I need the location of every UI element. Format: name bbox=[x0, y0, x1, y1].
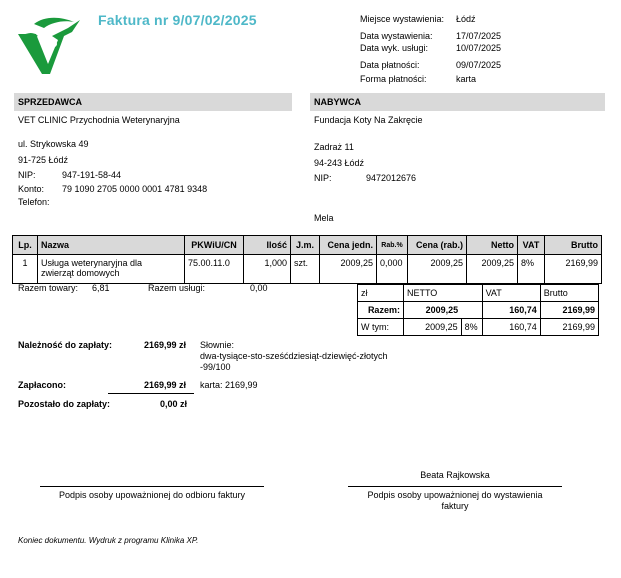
vat-h-net: NETTO bbox=[403, 285, 461, 302]
col-unit: J.m. bbox=[291, 236, 320, 255]
cell-pkwiu: 75.00.11.0 bbox=[185, 255, 244, 284]
cell-qty: 1,000 bbox=[244, 255, 291, 284]
cell-name bbox=[38, 255, 185, 284]
items-table bbox=[12, 235, 602, 284]
goods-total-value: 6,81 bbox=[92, 283, 110, 293]
paid-method: karta: 2169,99 bbox=[200, 380, 258, 390]
cell-gross: 2169,99 bbox=[545, 255, 602, 284]
buyer-name: Fundacja Koty Na Zakręcie bbox=[314, 115, 423, 125]
seller-city: 91-725 Łódź bbox=[18, 155, 69, 165]
vat-incl-rate: 8% bbox=[461, 319, 482, 336]
signature-caption-right: Podpis osoby upoważnionej do wystawienia bbox=[367, 490, 543, 500]
buyer-header: NABYWCA bbox=[310, 93, 605, 111]
vat-h-vat: VAT bbox=[482, 285, 540, 302]
col-lp: Lp. bbox=[13, 236, 38, 255]
vat-h-currency: zł bbox=[358, 285, 404, 302]
cell-vat: 8% bbox=[518, 255, 545, 284]
col-price: Cena jedn. bbox=[320, 236, 377, 255]
vat-sum-gross: 2169,99 bbox=[540, 302, 598, 319]
col-pkwiu: PKWiU/CN bbox=[185, 236, 244, 255]
seller-street: ul. Strykowska 49 bbox=[18, 139, 89, 149]
col-qty: Ilość bbox=[244, 236, 291, 255]
meta-label: Data wystawienia: bbox=[360, 31, 433, 41]
cell-unit: szt. bbox=[291, 255, 320, 284]
paid-underline bbox=[108, 393, 194, 394]
meta-value: 09/07/2025 bbox=[456, 60, 502, 70]
signature-line-left bbox=[40, 486, 264, 487]
signature-line-right bbox=[348, 486, 562, 487]
buyer-nip-label: NIP: bbox=[314, 173, 332, 183]
meta-label: Forma płatności: bbox=[360, 74, 427, 84]
meta-value: 10/07/2025 bbox=[456, 43, 502, 53]
vat-summary-table bbox=[357, 284, 599, 336]
invoice-title: Faktura nr 9/07/02/2025 bbox=[98, 12, 257, 28]
paid-label: Zapłacono: bbox=[18, 380, 67, 390]
amount-due-label: Należność do zapłaty: bbox=[18, 340, 113, 350]
vat-sum-label: Razem: bbox=[358, 302, 404, 319]
amount-due-value: 2169,99 zł bbox=[144, 340, 187, 350]
vat-sum-vat: 160,74 bbox=[482, 302, 540, 319]
clinic-logo bbox=[14, 14, 84, 78]
col-gross: Brutto bbox=[545, 236, 602, 255]
seller-account-label: Konto: bbox=[18, 184, 45, 194]
remaining-value: 0,00 zł bbox=[160, 399, 188, 409]
cell-net: 2009,25 bbox=[467, 255, 518, 284]
amount-words-label: Słownie: bbox=[200, 340, 235, 350]
meta-label: Data wyk. usługi: bbox=[360, 43, 429, 53]
vat-sum-row bbox=[358, 302, 599, 319]
vat-incl-label: W tym: bbox=[358, 319, 404, 336]
vat-incl-vat: 160,74 bbox=[482, 319, 540, 336]
seller-nip-label: NIP: bbox=[18, 170, 36, 180]
meta-label: Miejsce wystawienia: bbox=[360, 14, 445, 24]
issuer-name: Beata Rajkowska bbox=[420, 470, 490, 480]
col-discount: Rab.% bbox=[377, 236, 408, 255]
seller-header: SPRZEDAWCA bbox=[14, 93, 292, 111]
seller-account: 79 1090 2705 0000 0001 4781 9348 bbox=[62, 184, 208, 194]
meta-value: karta bbox=[456, 74, 477, 84]
col-price-disc: Cena (rab.) bbox=[408, 236, 467, 255]
buyer-nip: 9472012676 bbox=[366, 173, 417, 183]
buyer-street: Zadraż 11 bbox=[314, 142, 354, 152]
vat-incl-row bbox=[358, 319, 599, 336]
document-footer: Koniec dokumentu. Wydruk z programu Klinika XP. bbox=[18, 536, 199, 545]
cell-price: 2009,25 bbox=[320, 255, 377, 284]
amount-words-line: -99/100 bbox=[200, 362, 231, 372]
vat-header-row bbox=[358, 285, 599, 302]
paid-value: 2169,99 zł bbox=[144, 380, 187, 390]
cell-lp: 1 bbox=[13, 255, 38, 284]
cell-discount: 0,000 bbox=[377, 255, 408, 284]
buyer-note: Mela bbox=[314, 213, 334, 223]
cell-name-line: zwierząt domowych bbox=[41, 268, 120, 278]
remaining-label: Pozostało do zapłaty: bbox=[18, 399, 111, 409]
vat-sum-net: 2009,25 bbox=[403, 302, 461, 319]
meta-label: Data płatności: bbox=[360, 60, 420, 70]
table-header-row bbox=[13, 236, 602, 255]
signature-caption-right-line2: faktury bbox=[441, 501, 469, 511]
goods-total-label: Razem towary: bbox=[18, 283, 79, 293]
seller-nip: 947-191-58-44 bbox=[62, 170, 122, 180]
services-total-value: 0,00 bbox=[250, 283, 268, 293]
meta-value: 17/07/2025 bbox=[456, 31, 502, 41]
amount-words-line: dwa-tysiące-sto-sześćdziesiąt-dziewięć-złotych bbox=[200, 351, 388, 361]
vat-incl-net: 2009,25 bbox=[403, 319, 461, 336]
services-total-label: Razem usługi: bbox=[148, 283, 206, 293]
buyer-city: 94-243 Łódź bbox=[314, 158, 365, 168]
vat-h-gross: Brutto bbox=[540, 285, 598, 302]
table-row bbox=[13, 255, 602, 284]
col-name: Nazwa bbox=[38, 236, 185, 255]
cell-name-line: Usługa weterynaryjna dla bbox=[41, 258, 143, 268]
vat-incl-gross: 2169,99 bbox=[540, 319, 598, 336]
seller-name: VET CLINIC Przychodnia Weterynaryjna bbox=[18, 115, 180, 125]
cell-price-disc: 2009,25 bbox=[408, 255, 467, 284]
col-vat: VAT bbox=[518, 236, 545, 255]
col-net: Netto bbox=[467, 236, 518, 255]
meta-value: Łódź bbox=[456, 14, 476, 24]
seller-phone-label: Telefon: bbox=[18, 197, 50, 207]
signature-caption-left: Podpis osoby upoważnionej do odbioru faktury bbox=[58, 490, 246, 500]
